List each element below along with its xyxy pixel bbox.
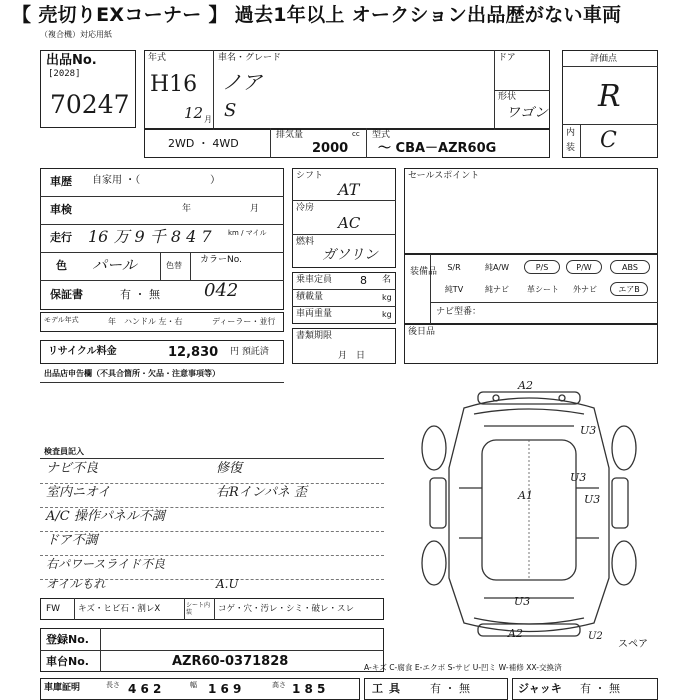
grade-label: 評価点	[590, 54, 618, 64]
dims-label: 車庫証明	[44, 683, 81, 693]
interior-score: C	[600, 128, 617, 153]
equip-row-2	[436, 282, 656, 298]
equip-tv: 純TV	[444, 285, 464, 294]
grade-score: R	[598, 79, 621, 114]
recycle-value: 12,830	[168, 345, 219, 360]
ac-label: 冷房	[296, 203, 315, 213]
note-right-3: A.U	[216, 577, 239, 591]
year-label: 年式	[148, 53, 167, 63]
equip-sr: S/R	[447, 263, 461, 272]
note-line-3: A/C 操作パネル不調	[46, 509, 165, 524]
doc-unit: 月 日	[338, 351, 366, 361]
history-value: 自家用 ・（ ）	[92, 175, 221, 186]
length-label: 長さ	[106, 681, 120, 689]
fw-label: FW	[46, 604, 61, 614]
seat-label: シート内装	[186, 602, 211, 616]
equip-ext-navi: 外ナビ	[573, 285, 597, 294]
lot-stamp: [2028]	[48, 69, 81, 79]
banner-text: 【 売切りEXコーナー 】 過去1年以上 オークション出品歴がない車両	[12, 4, 622, 26]
note-line-1: ナビ不良	[46, 461, 99, 476]
disp-unit: cc	[352, 130, 360, 138]
header-banner	[0, 0, 700, 34]
mark-a1: A1	[518, 489, 533, 502]
equip-ps: P/S	[524, 260, 560, 274]
car-name: ノア	[222, 70, 262, 94]
year-value: H16	[150, 72, 198, 97]
mark-a2-bottom: A2	[508, 627, 523, 640]
mark-u3-b: U3	[570, 471, 587, 484]
capacity-unit: 名	[382, 275, 392, 285]
door-label: ドア	[498, 53, 516, 63]
width-label: 幅	[190, 681, 197, 689]
jack-value: 有 ・ 無	[580, 682, 620, 695]
mark-u3-c: U3	[584, 493, 601, 506]
equip-row-1	[436, 260, 656, 276]
drive-value: 2WD ・ 4WD	[168, 137, 239, 150]
mileage-label: 走行	[50, 231, 72, 244]
recycle-unit: 円 預託済	[230, 347, 269, 357]
shift-value: AT	[338, 180, 360, 199]
capacity-label: 乗車定員	[296, 275, 333, 285]
note-line-5: 右パワースライド不良	[46, 557, 166, 571]
int-label-1: 内	[566, 128, 576, 138]
mark-u2: U2	[588, 631, 603, 642]
tools-value: 有 ・ 無	[430, 682, 470, 695]
mark-a2-top: A2	[518, 379, 533, 392]
dealer-value: ディーラー・並行	[212, 317, 276, 326]
color-no-label: カラーNo.	[200, 255, 242, 265]
sales-label: セールスポイント	[408, 171, 480, 181]
note-line-4: ドア不調	[46, 533, 98, 548]
lot-number: 70247	[50, 90, 130, 119]
month-suffix: 月	[204, 115, 212, 124]
fuel-value: ガソリン	[322, 247, 378, 263]
fw-text: キズ・ヒビ石・割レX	[78, 604, 161, 614]
mark-u3-d: U3	[514, 595, 531, 608]
car-grade: S	[224, 100, 237, 121]
disp-label: 排気量	[276, 130, 304, 140]
width-value: 1 6 9	[208, 682, 242, 696]
note-line-2: 室内ニオイ	[46, 485, 111, 500]
inspector-label: 検査員記入	[44, 447, 84, 456]
reg-label: 登録No.	[46, 633, 89, 646]
equip-label-1: 装備品	[410, 267, 438, 277]
model-year-unit: 年	[108, 317, 116, 326]
disp-value: 2000	[312, 141, 349, 156]
ac-value: AC	[338, 214, 361, 232]
tools-label: 工具	[372, 682, 406, 695]
damage-legend: A-キズ C-腐食 E-エクボ S-サビ U-凹ミ W-補修 XX-交換済	[364, 663, 562, 672]
name-label: 車名・グレード	[218, 53, 282, 63]
note-right-2: 右Rインパネ 歪	[216, 485, 308, 500]
recycle-label: リサイクル料金	[48, 346, 117, 357]
later-label: 後日品	[408, 327, 436, 337]
warranty-label: 保証書	[50, 288, 83, 301]
equip-airbag: エアB	[610, 282, 648, 296]
weight-unit: kg	[382, 310, 392, 319]
mark-u3-a: U3	[580, 424, 597, 437]
mileage-unit: km / マイル	[228, 229, 267, 237]
color-label: 色	[56, 259, 67, 272]
color-value: パール	[92, 256, 137, 274]
equip-abs: ABS	[610, 260, 650, 274]
doc-label: 書類期限	[296, 331, 333, 341]
warranty-value: 有 ・ 無	[120, 288, 160, 301]
color-no-value: 042	[204, 280, 239, 301]
model-year-label: モデル年式	[44, 316, 79, 324]
fuel-label: 燃料	[296, 237, 315, 247]
load-unit: kg	[382, 293, 392, 302]
height-label: 高さ	[272, 681, 286, 689]
mileage-value: 16 万 9 千 8 4 7	[88, 227, 212, 246]
report-label: 出品店申告欄（不具合箇所・欠品・注意事項等）	[44, 369, 220, 378]
capacity-value: 8	[360, 274, 367, 287]
shift-label: シフト	[296, 171, 324, 181]
body-value: ワゴン	[506, 105, 548, 121]
chassis-value: AZR60-0371828	[172, 654, 289, 669]
car-body-diagram	[404, 378, 658, 648]
equip-pw: P/W	[566, 260, 602, 274]
inspection-year: 年	[182, 204, 192, 214]
model-value: 〜 CBA－AZR60G	[378, 141, 497, 156]
sub-note: （複合機）対応用紙	[40, 30, 112, 39]
load-label: 積載量	[296, 292, 324, 302]
later-box	[404, 324, 658, 364]
inspection-label: 車検	[50, 203, 72, 216]
body-label: 形状	[498, 92, 517, 102]
model-label: 型式	[372, 130, 391, 140]
equip-aw: 純A/W	[484, 263, 510, 272]
note-line-6: オイルもれ	[46, 577, 106, 591]
seat-text: コゲ・穴・汚レ・シミ・破レ・スレ	[218, 604, 355, 614]
spare-label: スペア	[618, 639, 648, 650]
handle-value: ハンドル 左・右	[124, 317, 183, 326]
note-right-1: 修復	[216, 461, 243, 476]
color-change: 色替	[166, 261, 182, 270]
length-value: 4 6 2	[128, 682, 162, 696]
height-value: 1 8 5	[292, 682, 326, 696]
inspection-month: 月	[250, 204, 260, 214]
int-label-2: 装	[566, 143, 576, 153]
weight-label: 車両重量	[296, 309, 333, 319]
navi-label: ナビ型番：	[436, 307, 482, 317]
lot-label: 出品No.	[46, 53, 97, 68]
equip-leather: 革シート	[527, 285, 559, 294]
history-label: 車歴	[50, 175, 72, 188]
jack-label: ジャッキ	[518, 682, 562, 695]
chassis-label: 車台No.	[46, 655, 89, 668]
equip-navi: 純ナビ	[485, 285, 509, 294]
month-value: 12	[184, 104, 204, 122]
